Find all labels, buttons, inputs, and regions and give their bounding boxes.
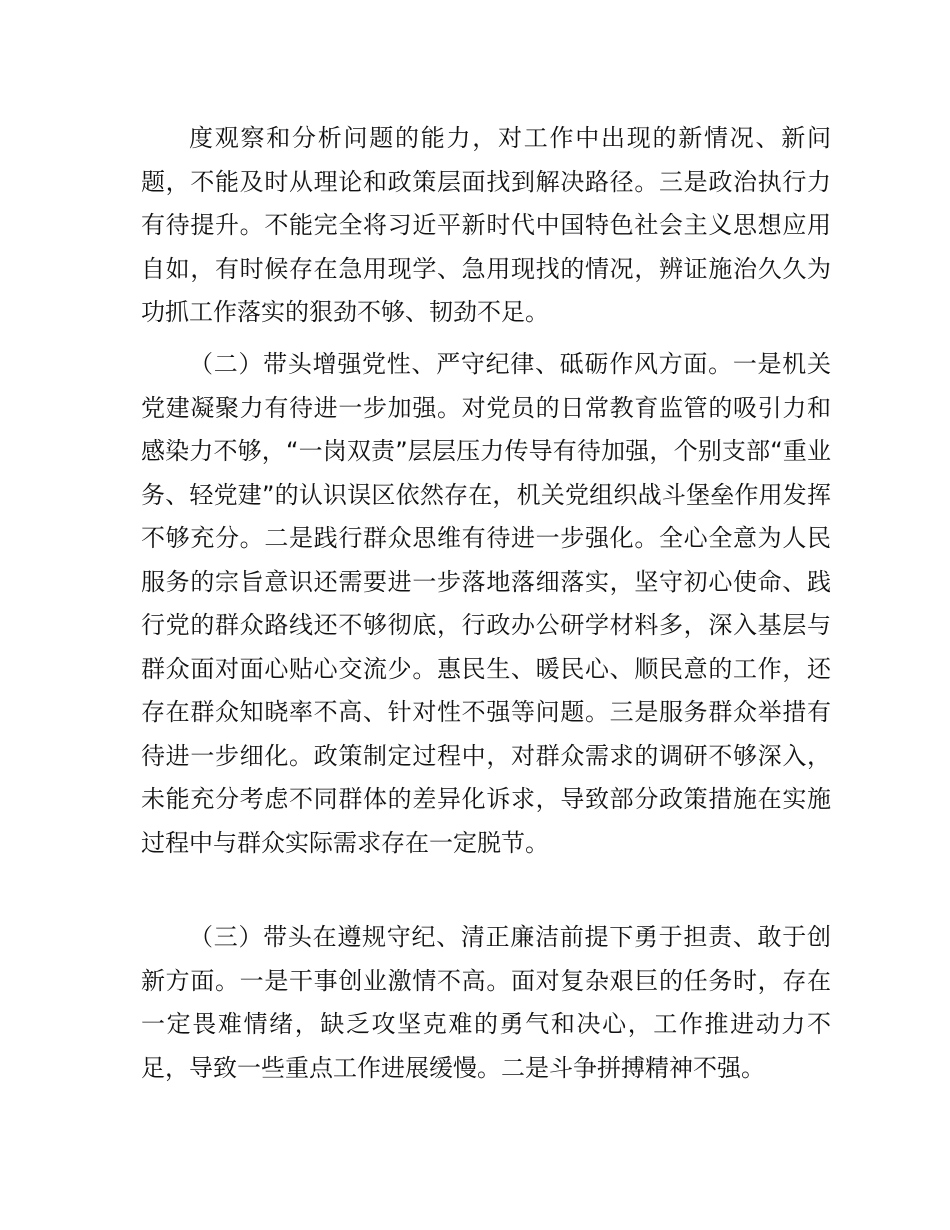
paragraph-section-three: （三）带头在遵规守纪、清正廉洁前提下勇于担责、敢于创新方面。一是干事创业激情不高。面对复杂艰巨的任务时，存在一定畏难情绪，缺乏攻坚克难的勇气和决心，工作推进动力不足，导致一些重点工作进展缓慢。二是斗争拼搏精神不强。 [141, 923, 831, 1082]
paragraph-continuation: 度观察和分析问题的能力，对工作中出现的新情况、新问题，不能及时从理论和政策层面找到解决路径。三是政治执行力有待提升。不能完全将习近平新时代中国特色社会主义思想应用自如，有时候存在急用现学、急用现找的情况，辨证施治久久为功抓工作落实的狠劲不够、韧劲不足。 [141, 124, 831, 326]
paragraph-section-two: （二）带头增强党性、严守纪律、砥砺作风方面。一是机关党建凝聚力有待进一步加强。对党员的日常教育监管的吸引力和感染力不够，“一岗双责”层层压力传导有待加强，个别支部“重业务、轻党建”的认识误区依然存在，机关党组织战斗堡垒作用发挥不够充分。二是践行群众思维有待进一步强化。全心全意为人民服务的宗旨意识还需要进一步落地落细落实，坚守初心使命、践行党的群众路线还不够彻底，行政办公研学材料多，深入基层与群众面对面心贴心交流少。惠民生、暖民心、顺民意的工作，还存在群众知晓率不高、针对性不强等问题。三是服务群众举措有待进一步细化。政策制定过程中，对群众需求的调研不够深入，未能充分考虑不同群体的差异化诉求，导致部分政策措施在实施过程中与群众实际需求存在一定脱节。 [141, 350, 831, 857]
